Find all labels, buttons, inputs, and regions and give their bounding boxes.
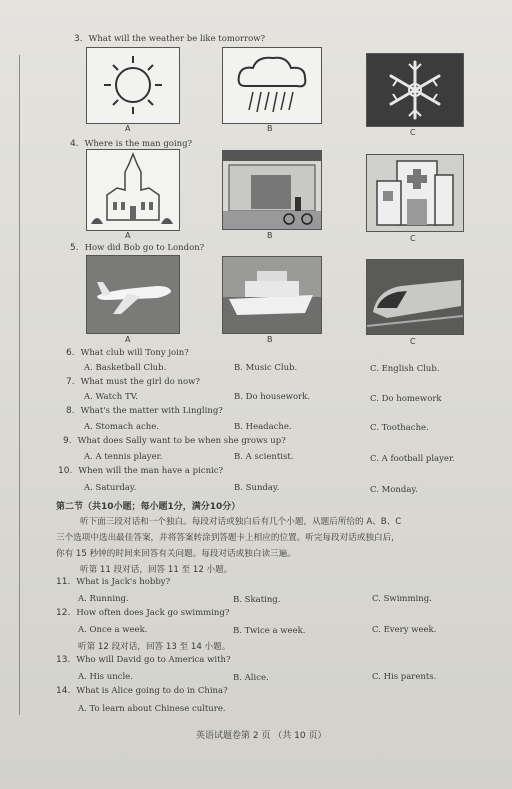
q11-option-b: B. Skating. — [233, 595, 281, 605]
question-3: 3. What will the weather be like tomorrow? — [74, 34, 266, 44]
q6-option-c: C. English Club. — [370, 364, 440, 374]
airplane-icon — [86, 255, 180, 334]
question-14-text: What is Alice going to do in China? — [76, 686, 228, 696]
section-2-intro-line-1: 听下面三段对话和一个独白。每段对话或独白后有几个小题，从题后所给的 A、B、C — [80, 517, 402, 527]
section-2-intro-line-2: 三个选项中选出最佳答案，并将答案转涂到答题卡上相应的位置。听完每段对话或独白后， — [56, 533, 400, 543]
question-3-text: What will the weather be like tomorrow? — [88, 34, 266, 44]
q12-option-a: A. Once a week. — [78, 625, 148, 635]
q11-option-a: A. Running. — [78, 594, 129, 604]
q14-option-a: A. To learn about Chinese culture. — [78, 704, 226, 714]
question-4: 4. Where is the man going? — [70, 139, 193, 149]
question-5-text: How did Bob go to London? — [84, 243, 205, 253]
supermarket-icon — [222, 150, 322, 230]
q12-option-c: C. Every week. — [372, 625, 437, 635]
hospital-icon — [366, 154, 464, 232]
q3-label-b: B — [267, 124, 273, 133]
question-13: 13. Who will David go to America with? — [56, 655, 231, 665]
q10-option-a: A. Saturday. — [84, 483, 137, 493]
question-4-text: Where is the man going? — [84, 139, 193, 149]
snowflake-icon — [366, 53, 464, 127]
question-14: 14. What is Alice going to do in China? — [56, 686, 228, 696]
section-2-heading: 第二节（共10小题；每小题1分，满分10分） — [56, 502, 241, 512]
question-8-text: What's the matter with Lingling? — [80, 406, 223, 416]
question-11-text: What is Jack's hobby? — [76, 577, 171, 587]
question-10: 10. When will the man have a picnic? — [58, 466, 224, 476]
question-5: 5. How did Bob go to London? — [70, 243, 205, 253]
q13-option-b: B. Alice. — [233, 673, 269, 683]
question-9: 9. What does Sally want to be when she grows up? — [63, 436, 286, 446]
q6-option-b: B. Music Club. — [234, 363, 298, 373]
q10-option-b: B. Sunday. — [234, 483, 280, 493]
question-8: 8. What's the matter with Lingling? — [66, 406, 223, 416]
question-7: 7. What must the girl do now? — [66, 377, 200, 387]
q10-option-c: C. Monday. — [370, 485, 418, 495]
q9-option-a: A. A tennis player. — [84, 452, 163, 462]
ship-icon — [222, 256, 322, 334]
page-footer: 英语试题卷第 2 页 （共 10 页） — [196, 731, 327, 741]
q7-option-c: C. Do homework — [370, 394, 442, 404]
sun-icon — [86, 47, 180, 124]
question-9-text: What does Sally want to be when she grows up? — [77, 436, 286, 446]
q4-label-b: B — [267, 231, 273, 240]
q13-option-c: C. His parents. — [372, 672, 437, 682]
q9-option-c: C. A football player. — [370, 454, 455, 464]
q12-option-b: B. Twice a week. — [233, 626, 306, 636]
section-2-intro-line-3: 你有 15 秒钟的时间来回答有关问题。每段对话或独白读三遍。 — [56, 549, 296, 559]
q8-option-a: A. Stomach ache. — [84, 422, 159, 432]
dialog-11-instruction: 听第 11 段对话，回答 11 至 12 小题。 — [80, 565, 233, 575]
question-12: 12. How often does Jack go swimming? — [56, 608, 230, 618]
q7-option-b: B. Do housework. — [234, 392, 311, 402]
train-icon — [366, 259, 464, 335]
rain-cloud-icon — [222, 47, 322, 124]
dialog-12-instruction: 听第 12 段对话，回答 13 至 14 小题。 — [78, 642, 231, 652]
q5-label-a: A — [125, 335, 131, 344]
q5-label-b: B — [267, 335, 273, 344]
margin-line — [19, 55, 20, 715]
question-6-text: What club will Tony join? — [80, 348, 189, 358]
q13-option-a: A. His uncle. — [78, 672, 133, 682]
q6-option-a: A. Basketball Club. — [84, 363, 167, 373]
church-icon — [86, 149, 180, 231]
q7-option-a: A. Watch TV. — [84, 392, 138, 402]
q4-label-c: C — [410, 234, 416, 243]
q9-option-b: B. A scientist. — [234, 452, 294, 462]
question-7-text: What must the girl do now? — [80, 377, 200, 387]
q8-option-c: C. Toothache. — [370, 423, 429, 433]
q4-label-a: A — [125, 231, 131, 240]
question-12-text: How often does Jack go swimming? — [76, 608, 230, 618]
q11-option-c: C. Swimming. — [372, 594, 432, 604]
q5-label-c: C — [410, 337, 416, 346]
q3-label-a: A — [125, 124, 131, 133]
q3-label-c: C — [410, 128, 416, 137]
question-6: 6. What club will Tony join? — [66, 348, 189, 358]
question-10-text: When will the man have a picnic? — [78, 466, 224, 476]
question-13-text: Who will David go to America with? — [76, 655, 231, 665]
q8-option-b: B. Headache. — [234, 422, 292, 432]
question-11: 11. What is Jack's hobby? — [56, 577, 171, 587]
